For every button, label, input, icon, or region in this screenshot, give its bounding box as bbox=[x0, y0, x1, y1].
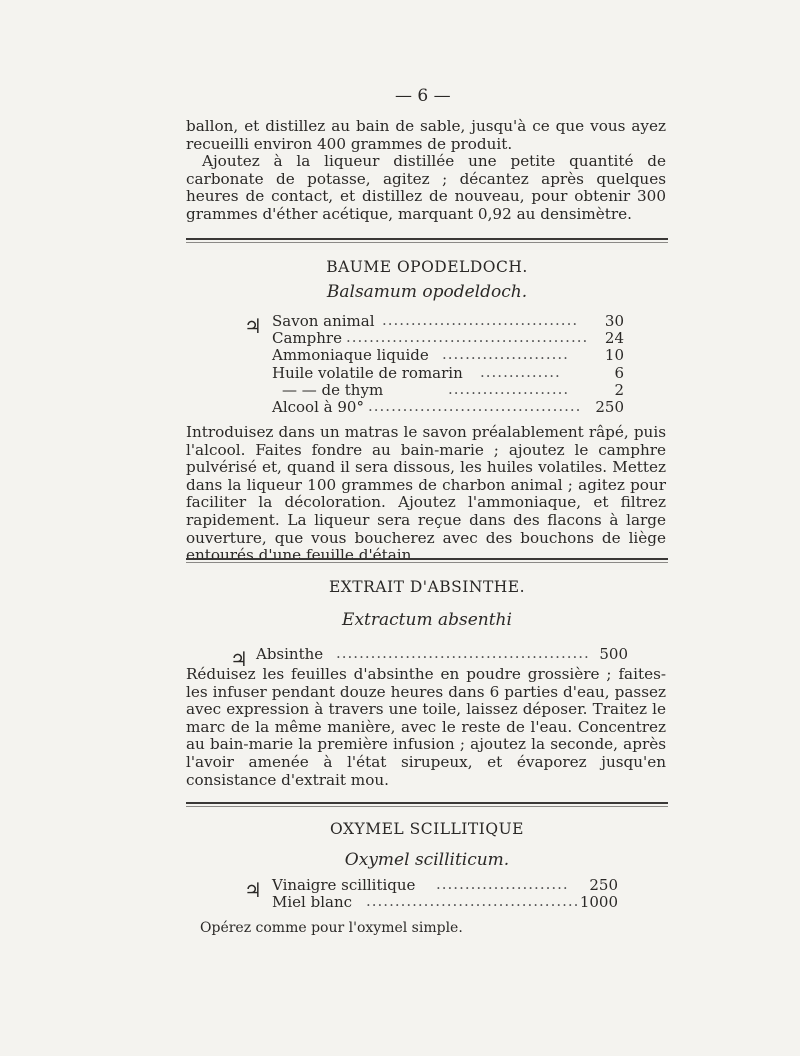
intro-paragraph-1: ballon, et distillez au bain de sable, jusqu'à ce que vous ayez recueilli environ 400 grammes de produit. bbox=[186, 117, 666, 153]
ingredient-row: Alcool à 90° ..................................... 250 bbox=[272, 396, 624, 416]
ingredient-row: Savon animal .................................. 30 bbox=[272, 311, 624, 330]
ingredient-row: Huile volatile de romarin .............. 6 bbox=[272, 362, 624, 382]
ingredient-list bbox=[186, 644, 668, 671]
ingredient-name: Vinaigre scillitique bbox=[272, 876, 416, 894]
recipe-symbol-icon: ♃ bbox=[244, 878, 262, 902]
section-title: OXYMEL SCILLITIQUE bbox=[330, 820, 524, 838]
ingredient-qty: 24 bbox=[604, 329, 624, 348]
ingredient-row: — — de thym ..................... 2 bbox=[282, 379, 624, 399]
recipe-symbol-icon: ♃ bbox=[244, 314, 262, 338]
section-instructions: Introduisez dans un matras le savon préalablement râpé, puis l'alcool. Faites fondre au bain-marie ; ajoutez le camphre pulvérisé et, quand il sera dissous, les huiles volatiles. Mettez dans la liqueur 100 grammes de charbon animal ; agitez pour faciliter la décoloration. Ajoutez l'ammoniaque, et filtrez rapidement. La liqueur sera reçue dans des flacons à large ouverture, que vous boucherez avec des bouchons de liège entourés d'une feuille d'étain. bbox=[186, 423, 666, 565]
ingredient-qty: 6 bbox=[614, 363, 624, 382]
ingredient-name: Huile volatile de romarin bbox=[272, 363, 463, 382]
ingredient-list bbox=[186, 312, 668, 415]
ingredient-name: Absinthe bbox=[256, 645, 324, 663]
section-instructions: Opérez comme pour l'oxymel simple. bbox=[200, 920, 463, 936]
ingredient-row: Ammoniaque liquide ...................... 10 bbox=[272, 345, 624, 365]
section-title: BAUME OPODELDOCH. bbox=[326, 258, 528, 276]
ingredient-row: Vinaigre scillitique ....................... 250 bbox=[272, 875, 618, 894]
ingredient-row: Camphre .......................................... 24 bbox=[272, 328, 624, 348]
ingredient-name: Miel blanc bbox=[272, 893, 353, 912]
ingredient-row: Absinthe ............................................ 500 bbox=[256, 644, 628, 663]
section-latin-name: Oxymel scilliticum. bbox=[344, 850, 510, 870]
ingredient-qty: 250 bbox=[589, 876, 618, 894]
intro-paragraph-2: Ajoutez à la liqueur distillée une petite quantité de carbonate de potasse, agitez ; décantez après quelques heures de contact, et distillez de nouveau, pour obtenir 300 grammes d'éther acétique, marquant 0,92 au densimètre. bbox=[186, 152, 666, 223]
section-divider bbox=[186, 238, 668, 240]
ingredient-qty: 250 bbox=[595, 397, 624, 416]
ingredient-qty: 30 bbox=[604, 312, 624, 330]
section-latin-name: Extractum absenthi bbox=[342, 610, 512, 630]
section-latin-name: Balsamum opodeldoch. bbox=[326, 282, 528, 302]
section-divider bbox=[186, 558, 668, 560]
ingredient-name: — — de thym bbox=[282, 380, 384, 399]
ingredient-name: Camphre bbox=[272, 329, 342, 348]
ingredient-qty: 500 bbox=[599, 645, 628, 663]
ingredient-qty: 1000 bbox=[579, 893, 618, 912]
section-title: EXTRAIT D'ABSINTHE. bbox=[328, 578, 526, 596]
ingredient-name: Savon animal bbox=[272, 312, 375, 330]
recipe-symbol-icon: ♃ bbox=[230, 647, 248, 671]
ingredient-qty: 10 bbox=[604, 346, 624, 365]
section-instructions: Réduisez les feuilles d'absinthe en poudre grossière ; faites-les infuser pendant douze heures dans 6 parties d'eau, passez avec expression à travers une toile, laissez déposer. Traitez le marc de la même manière, avec le reste de l'eau. Concentrez au bain-marie la première infusion ; ajoutez la seconde, après l'avoir amenée à l'état sirupeux, et évaporez jusqu'en consistance d'extrait mou. bbox=[186, 665, 666, 789]
ingredient-name: Alcool à 90° bbox=[272, 397, 364, 416]
page-number: — 6 — bbox=[395, 86, 451, 106]
ingredient-name: Ammoniaque liquide bbox=[272, 346, 429, 365]
ingredient-qty: 2 bbox=[614, 380, 624, 399]
section-divider bbox=[186, 802, 668, 804]
ingredient-list bbox=[186, 876, 668, 910]
ingredient-row: Miel blanc ..................................... 1000 bbox=[272, 892, 618, 912]
